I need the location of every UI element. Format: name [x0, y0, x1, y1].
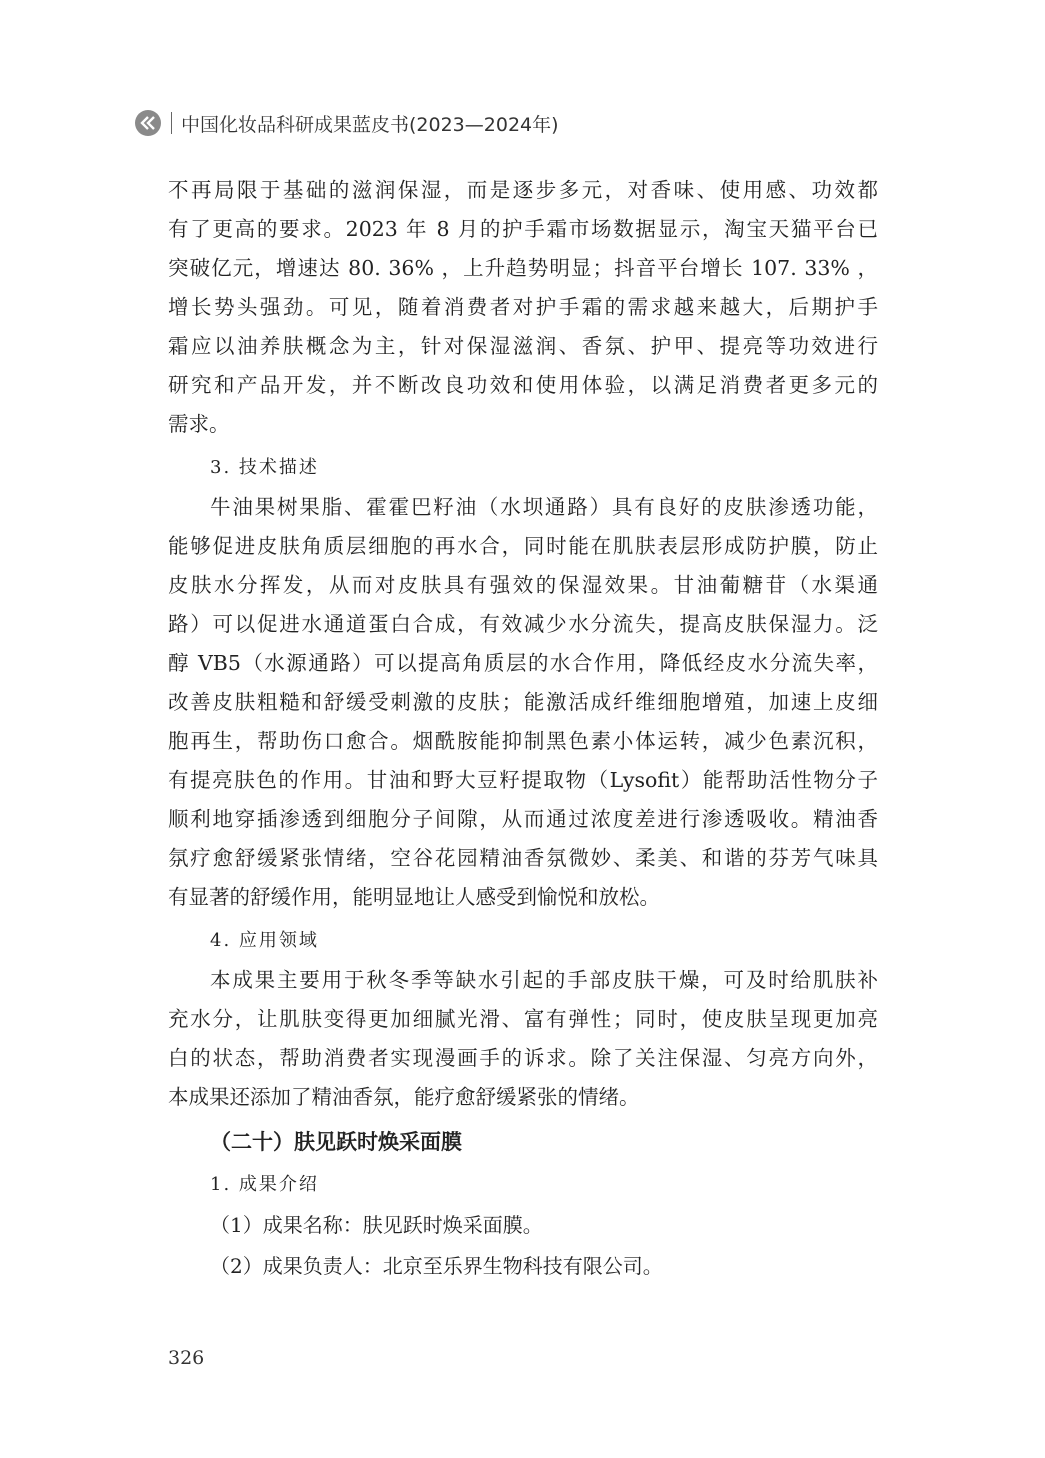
section-title-application: 4. 应用领域 [210, 930, 319, 951]
text-line: 白的状态，帮助消费者实现漫画手的诉求。除了关注保湿、匀亮方向外， [168, 1046, 878, 1070]
text-line: 有显著的舒缓作用，能明显地让人感受到愉悦和放松。 [168, 885, 660, 909]
text-line: 本成果还添加了精油香氛，能疗愈舒缓紧张的情绪。 [168, 1085, 640, 1109]
text-line: 充水分，让肌肤变得更加细腻光滑、富有弹性；同时，使皮肤呈现更加亮 [168, 1007, 878, 1031]
section-title-tech: 3. 技术描述 [210, 457, 319, 478]
item-achievement-name: （1）成果名称：肤见跃时焕采面膜。 [210, 1213, 543, 1237]
text-line: 皮肤水分挥发，从而对皮肤具有强效的保湿效果。甘油葡糖苷（水渠通 [168, 573, 878, 597]
text-line: 有了更高的要求。2023 年 8 月的护手霜市场数据显示，淘宝天猫平台已 [168, 217, 878, 241]
book-title: 中国化妆品科研成果蓝皮书(2023—2024年) [181, 113, 559, 136]
paragraph-application [168, 961, 878, 1117]
text-line: 需求。 [168, 412, 230, 436]
text-line: 增长势头强劲。可见，随着消费者对护手霜的需求越来越大，后期护手 [168, 295, 878, 319]
text-line: 改善皮肤粗糙和舒缓受刺激的皮肤；能激活成纤维细胞增殖，加速上皮细 [168, 690, 878, 714]
text-line: 有提亮肤色的作用。甘油和野大豆籽提取物（Lysofit）能帮助活性物分子 [168, 768, 878, 792]
running-header [135, 108, 559, 138]
text-line: 霜应以油养肤概念为主，针对保湿滋润、香氛、护甲、提亮等功效进行 [168, 334, 878, 358]
paragraph-market [168, 171, 878, 444]
text-line: 顺利地穿插渗透到细胞分子间隙，从而通过浓度差进行渗透吸收。精油香 [168, 807, 878, 831]
text-line: 突破亿元，增速达 80. 36% ，上升趋势明显；抖音平台增长 107. 33% ， [168, 256, 878, 280]
paragraph-tech [168, 488, 878, 917]
text-line: 胞再生，帮助伤口愈合。烟酰胺能抑制黑色素小体运转，减少色素沉积， [168, 729, 878, 753]
section-title-intro: 1. 成果介绍 [210, 1174, 319, 1195]
text-line: 不再局限于基础的滋润保湿，而是逐步多元，对香味、使用感、功效都 [168, 178, 878, 202]
page-body [168, 171, 878, 1287]
text-line: 研究和产品开发，并不断改良功效和使用体验，以满足消费者更多元的 [168, 373, 878, 397]
header-divider [171, 112, 172, 134]
text-line: 氛疗愈舒缓紧张情绪，空谷花园精油香氛微妙、柔美、和谐的芬芳气味具 [168, 846, 878, 870]
chapter-heading-20: （二十）肤见跃时焕采面膜 [210, 1130, 462, 1154]
text-line: 能够促进皮肤角质层细胞的再水合，同时能在肌肤表层形成防护膜，防止 [168, 534, 878, 558]
double-chevron-left-icon [135, 110, 161, 136]
text-line: 路）可以促进水通道蛋白合成，有效减少水分流失，提高皮肤保湿力。泛 [168, 612, 878, 636]
item-achievement-owner: （2）成果负责人：北京至乐界生物科技有限公司。 [210, 1254, 663, 1278]
page-number: 326 [168, 1347, 205, 1369]
text-line: 牛油果树果脂、霍霍巴籽油（水坝通路）具有良好的皮肤渗透功能， [210, 495, 878, 519]
text-line: 本成果主要用于秋冬季等缺水引起的手部皮肤干燥，可及时给肌肤补 [210, 968, 878, 992]
text-line: 醇 VB5（水源通路）可以提高角质层的水合作用，降低经皮水分流失率， [168, 651, 878, 675]
